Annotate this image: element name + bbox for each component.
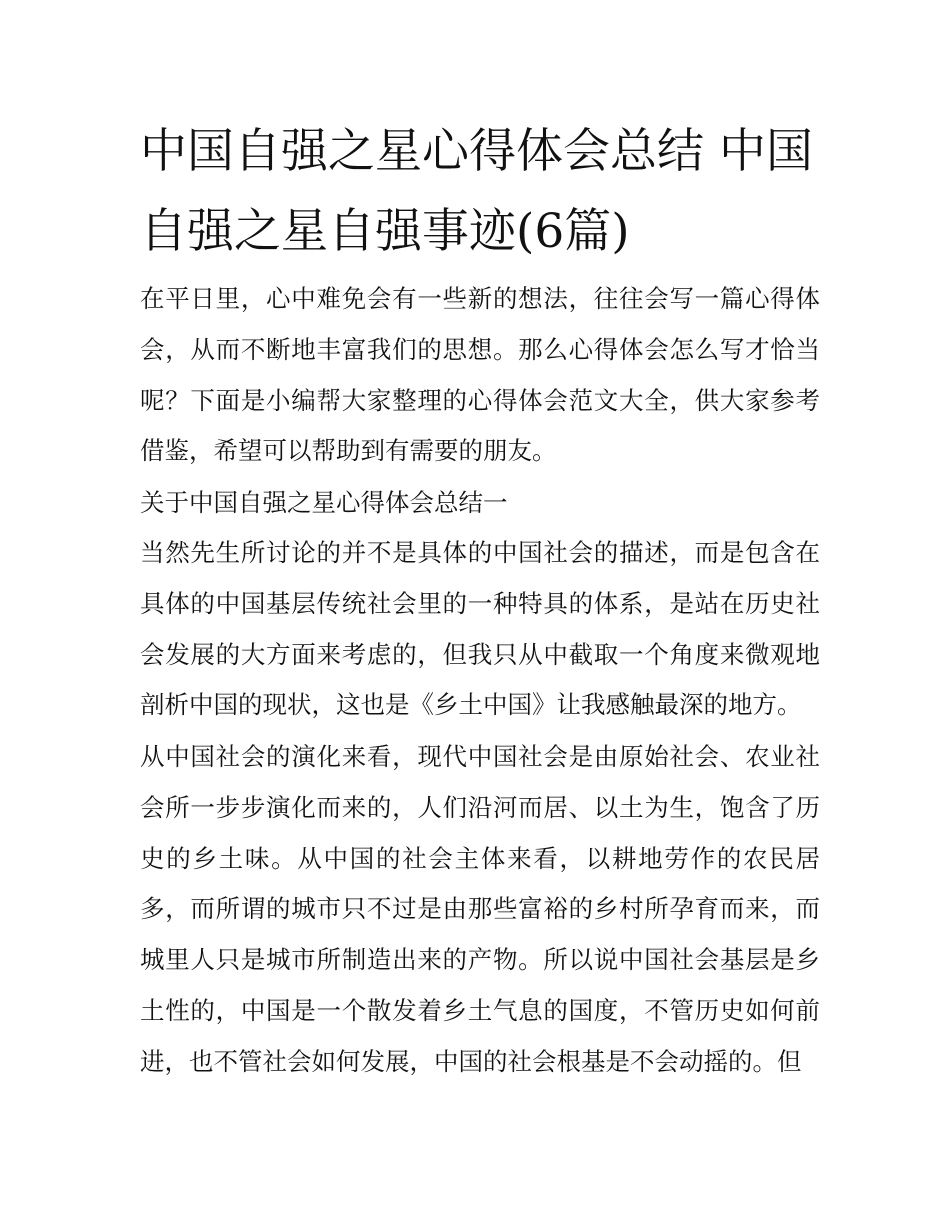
body-paragraph-2: 从中国社会的演化来看，现代中国社会是由原始社会、农业社会所一步步演化而来的，人们沿河而居、以土为生，饱含了历史的乡土味。从中国的社会主体来看，以耕地劳作的农民居多，而所谓的城市只不过是由那些富裕的乡村所孕育而来，而城里人只是城市所制造出来的产物。所以说中国社会基层是乡土性的，中国是一个散发着乡土气息的国度，不管历史如何前进，也不管社会如何发展，中国的社会根基是不会动摇的。但: [140, 742, 820, 1076]
body-paragraph-1: 当然先生所讨论的并不是具体的中国社会的描述，而是包含在具体的中国基层传统社会里的一种特具的体系，是站在历史社会发展的大方面来考虑的，但我只从中截取一个角度来微观地剖析中国的现状，这也是《乡土中国》让我感触最深的地方。: [140, 538, 820, 720]
document-title: 中国自强之星心得体会总结 中国自强之星自强事迹(6篇): [140, 124, 813, 259]
intro-paragraph: 在平日里，心中难免会有一些新的想法，往往会写一篇心得体会，从而不断地丰富我们的思想。那么心得体会怎么写才恰当呢？下面是小编帮大家整理的心得体会范文大全，供大家参考借鉴，希望可以帮助到有需要的朋友。: [140, 284, 820, 466]
section-heading: 关于中国自强之星心得体会总结一: [140, 488, 508, 517]
